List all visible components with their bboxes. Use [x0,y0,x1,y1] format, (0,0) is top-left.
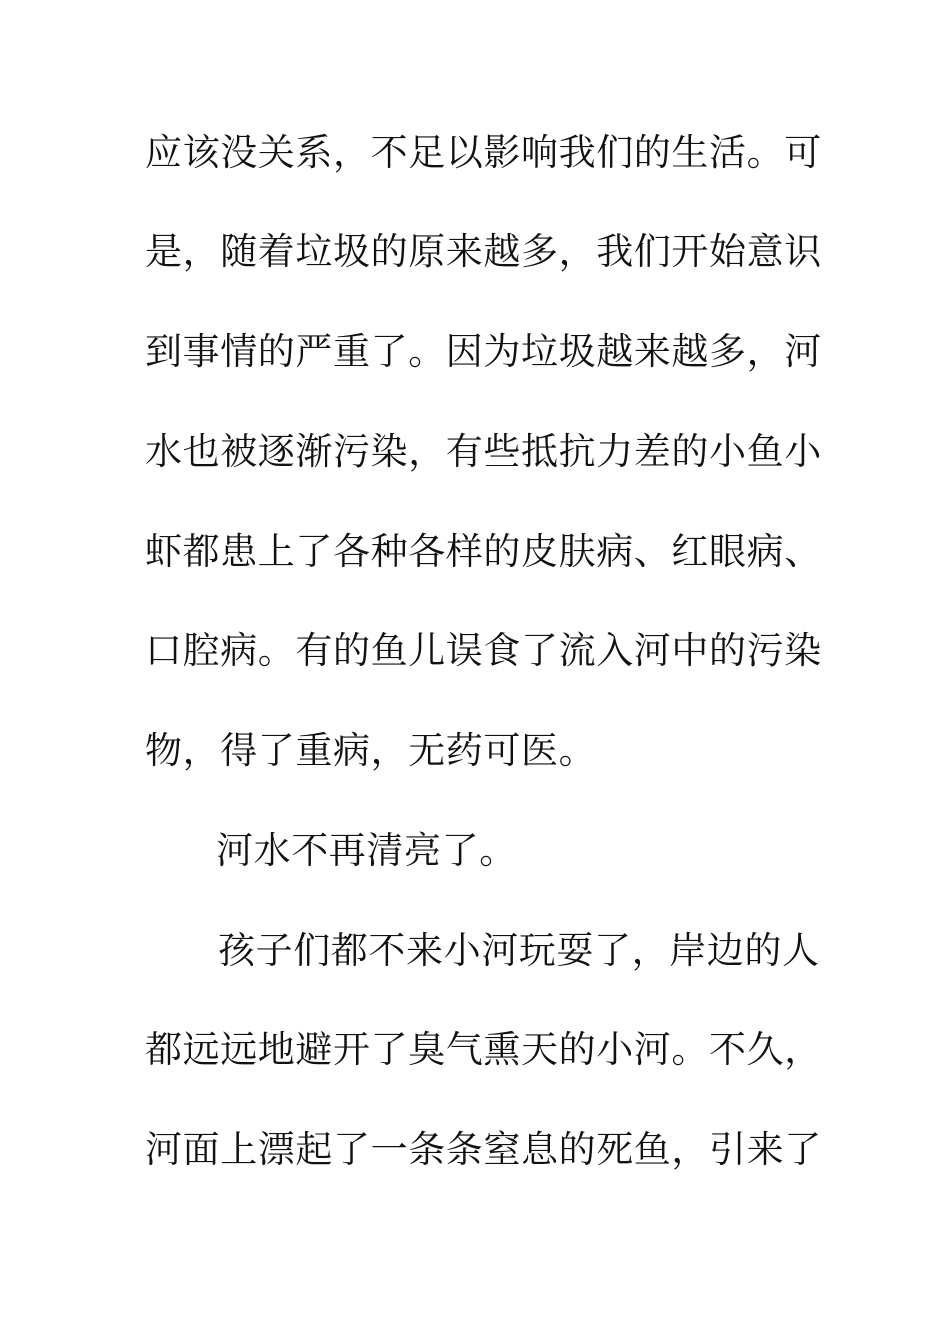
text-line: 口腔病。有的鱼儿误食了流入河中的污染 [145,629,822,672]
text-line: 河面上漂起了一条条窒息的死鱼，引来了 [145,1128,822,1171]
paragraph-line: 河水不再清亮了。 [216,829,517,872]
text-line: 是，随着垃圾的原来越多，我们开始意识 [145,230,822,273]
text-line: 水也被逐渐污染，有些抵抗力差的小鱼小 [145,430,822,473]
text-line: 虾都患上了各种各样的皮肤病、红眼病、 [145,530,822,573]
text-line: 到事情的严重了。因为垃圾越来越多，河 [145,330,822,373]
text-line: 都远远地避开了臭气熏天的小河。不久， [145,1028,822,1071]
text-line: 应该没关系，不足以影响我们的生活。可 [145,131,822,174]
paragraph-line: 孩子们都不来小河玩耍了，岸边的人 [218,929,820,972]
text-line: 物，得了重病，无药可医。 [145,729,597,772]
